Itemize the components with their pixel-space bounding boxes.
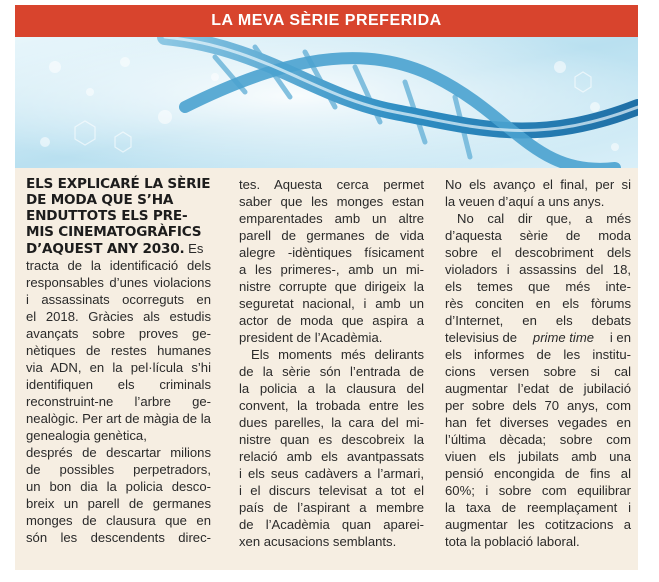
body-line: tracta de la identificació dels <box>26 258 211 273</box>
column-3 <box>445 176 631 550</box>
body-line: nistre corrupte que dirigeix la <box>239 279 424 294</box>
body-line: identifiquen els criminals <box>26 377 211 392</box>
body-line: avançats sobre proves ge- <box>26 326 211 341</box>
body-line: viuen els jubilats amb una <box>445 449 631 464</box>
body-line: seguretat nacional, i amb un <box>239 296 424 311</box>
body-line: breix un parell de germanes <box>26 496 211 511</box>
body-line: via ADN, en la pel·lícula s’hi <box>26 360 211 375</box>
body-line: de l’Acadèmia quan aparei- <box>239 517 424 532</box>
body-line: pensió encongida de fins al <box>445 466 631 481</box>
body-line: i assassinats ocorreguts en <box>26 292 211 307</box>
body-line: després de descartar milions <box>26 445 211 460</box>
body-line: augmentar l’edat de jubilació <box>445 381 631 396</box>
lead-line: ENDUTTOTS ELS PRE- <box>26 208 188 224</box>
body-line: els informes de les institu- <box>445 347 631 362</box>
body-line: cions versen sobre si cal <box>445 364 631 379</box>
body-line: nètiques de restes humanes <box>26 343 211 358</box>
body-line: rès conciten en els fòrums <box>445 296 631 311</box>
body-line: responsables d’unes violacions <box>26 275 211 290</box>
body-line: No els avanço el final, per si <box>445 177 631 192</box>
body-text: i en <box>609 330 631 345</box>
body-line: violadors i assassins del 18, <box>445 262 631 277</box>
body-text: Per art de màgia de la genealogia genètica, <box>26 411 211 443</box>
lead-line: MIS CINEMATOGRÀFICS <box>26 224 202 240</box>
lead-line: DE MODA QUE S’HA <box>26 192 174 208</box>
body-text: Es <box>188 241 204 256</box>
body-line: de possibles perpetradors, <box>26 462 211 477</box>
body-line: per sobre dels 70 anys, com <box>445 398 631 413</box>
body-line: país de l’aspirant a membre <box>239 500 424 515</box>
column-2 <box>239 176 424 550</box>
lead-line: D’AQUEST ANY 2030. <box>26 241 185 257</box>
body-line: emparentades amb un altre <box>239 211 424 226</box>
body-line: d’aquesta sèrie de moda <box>445 228 631 243</box>
body-line: i els seus cadàvers a l’armari, <box>239 466 424 481</box>
body-line: alegre -idèntiques físicament <box>239 245 424 260</box>
body-line: No cal dir que, a més <box>457 211 631 226</box>
body-line: tes. Aquesta cerca permet <box>239 177 424 192</box>
body-line: a les primeres-, amb un mi- <box>239 262 424 277</box>
body-line: d’Internet, en els debats <box>445 313 631 328</box>
body-line: monges de clausura que en <box>26 513 211 528</box>
body-line: el 2018. Gràcies als estudis <box>26 309 211 324</box>
body-line: parell de germanes de vida <box>239 228 424 243</box>
body-line: relació amb els avantpassats <box>239 449 424 464</box>
body-line: sobre el descobriment dels <box>445 245 631 260</box>
body-text: nealògic. <box>26 411 79 426</box>
body-line: un bon dia la policia desco- <box>26 479 211 494</box>
emphasis-text: prime time <box>532 330 595 345</box>
body-line: de la sèrie són l’entrada de <box>239 364 424 379</box>
body-line: els temes que més inte- <box>445 279 631 294</box>
body-line: xen acusacions semblants. <box>239 534 397 549</box>
body-line: l’última dècada; sobre com <box>445 432 631 447</box>
lead-line-last <box>26 240 211 257</box>
body-line: president de l’Acadèmia. <box>239 330 383 345</box>
body-line: dues parelles, la cara del mi- <box>239 415 424 430</box>
body-line: tota la població laboral. <box>445 534 580 549</box>
body-line: reconstruint-ne l’arbre ge- <box>26 394 211 409</box>
lead-line: ELS EXPLICARÉ LA SÈRIE <box>26 176 211 192</box>
body-line <box>26 410 211 444</box>
article-sidebar <box>15 5 638 570</box>
body-line: la taxa de reemplaçament i <box>445 500 631 515</box>
body-line: Els moments més delirants <box>251 347 424 362</box>
dna-helix-image <box>15 37 638 168</box>
body-text: televisius de <box>445 330 518 345</box>
body-line: saber que les monges estan <box>239 194 424 209</box>
body-line: la policia a la clausura del <box>239 381 424 396</box>
body-line: han fet diverses vegades en <box>445 415 631 430</box>
body-line: actor de moda que aspira a <box>239 313 424 328</box>
dna-helix-icon <box>15 37 638 168</box>
body-line: 60%; i sobre com equilibrar <box>445 483 631 498</box>
body-line: convent, la trobada entre les <box>239 398 424 413</box>
body-line: la veuen d’aquí a uns anys. <box>445 194 605 209</box>
section-title: LA MEVA SÈRIE PREFERIDA <box>15 5 638 37</box>
body-line <box>445 329 631 346</box>
column-1 <box>26 176 211 546</box>
article-body <box>26 176 631 561</box>
body-line: són les descendents direc- <box>26 530 211 545</box>
body-line: nistre quan es descobreix la <box>239 432 424 447</box>
body-line: i el discurs televisat a tot el <box>239 483 424 498</box>
body-line: augmentar les cotitzacions a <box>445 517 631 532</box>
